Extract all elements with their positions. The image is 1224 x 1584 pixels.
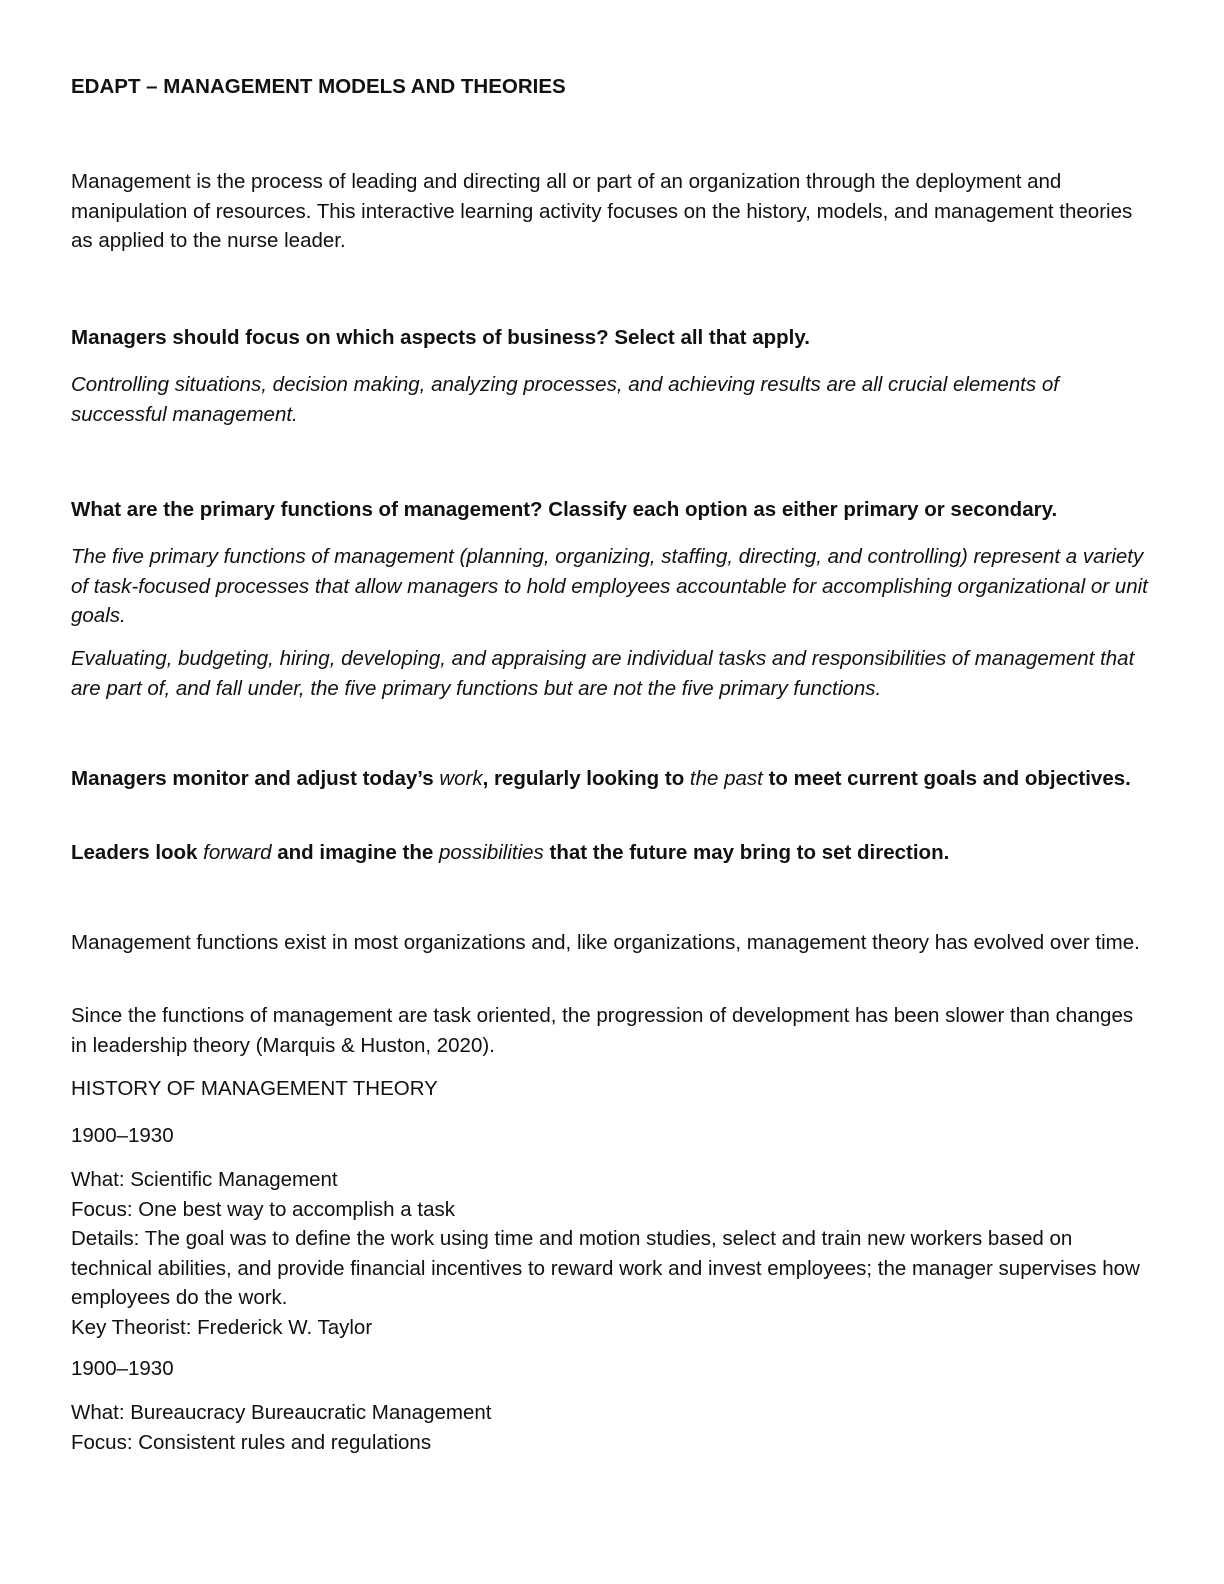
entry-1-theorist: Key Theorist: Frederick W. Taylor <box>71 1315 373 1339</box>
evolution-paragraph: Management functions exist in most organizations and, like organizations, management theory has evolved over time. <box>71 931 1140 954</box>
leaders-text-forward: forward <box>203 841 272 864</box>
leaders-text-1: Leaders look <box>71 841 204 864</box>
entry-1-what: What: Scientific Management <box>71 1168 338 1191</box>
entry-2-period: 1900–1930 <box>71 1357 174 1380</box>
answer-2-secondary: Evaluating, budgeting, hiring, developing, and appraising are individual tasks and responsibilities of management that are part of, and fall under, the five primary functions but are not the five primary functions. <box>71 647 1135 700</box>
entry-2-what: What: Bureaucracy Bureaucratic Management <box>71 1401 492 1424</box>
leaders-text-3: that the future may bring to set direction. <box>543 841 950 864</box>
leaders-text-2: and imagine the <box>271 841 439 864</box>
document-title: EDAPT – MANAGEMENT MODELS AND THEORIES <box>71 75 566 98</box>
managers-text-2: , regularly looking to <box>482 767 690 790</box>
entry-2 <box>71 1398 1151 1457</box>
answer-2-primary: The five primary functions of management (planning, organizing, staffing, directing, and controlling) represent a variety of task-focused processes that allow managers to hold employees accountable for accomplishing organizational or unit goals. <box>71 545 1148 627</box>
history-heading: HISTORY OF MANAGEMENT THEORY <box>71 1077 438 1100</box>
entry-1-details: Details: The goal was to define the work using time and motion studies, select and train new workers based on technical abilities, and provide financial incentives to reward work and invest employees; the manager supervises how employees do the work. <box>71 1227 1140 1309</box>
managers-statement <box>71 764 1151 794</box>
answer-1: Controlling situations, decision making, analyzing processes, and achieving results are all crucial elements of successful management. <box>71 373 1059 426</box>
entry-1 <box>71 1165 1151 1342</box>
progression-paragraph: Since the functions of management are task oriented, the progression of development has been slower than changes in leadership theory (Marquis & Huston, 2020). <box>71 1004 1134 1057</box>
question-1: Managers should focus on which aspects of business? Select all that apply. <box>71 326 810 349</box>
managers-text-work: work <box>439 767 483 790</box>
managers-text-1: Managers monitor and adjust today’s <box>71 767 440 790</box>
entry-1-period: 1900–1930 <box>71 1124 174 1147</box>
leaders-text-possibilities: possibilities <box>438 841 544 864</box>
managers-text-past: the past <box>689 767 763 790</box>
leaders-statement <box>71 838 1151 868</box>
managers-text-3: to meet current goals and objectives. <box>762 767 1131 790</box>
entry-2-focus: Focus: Consistent rules and regulations <box>71 1430 432 1454</box>
question-2: What are the primary functions of management? Classify each option as either primary or secondary. <box>71 498 1058 521</box>
entry-1-focus: Focus: One best way to accomplish a task <box>71 1197 455 1221</box>
intro-paragraph: Management is the process of leading and directing all or part of an organization through the deployment and manipulation of resources. This interactive learning activity focuses on the history, models, and management theories as applied to the nurse leader. <box>71 170 1133 252</box>
